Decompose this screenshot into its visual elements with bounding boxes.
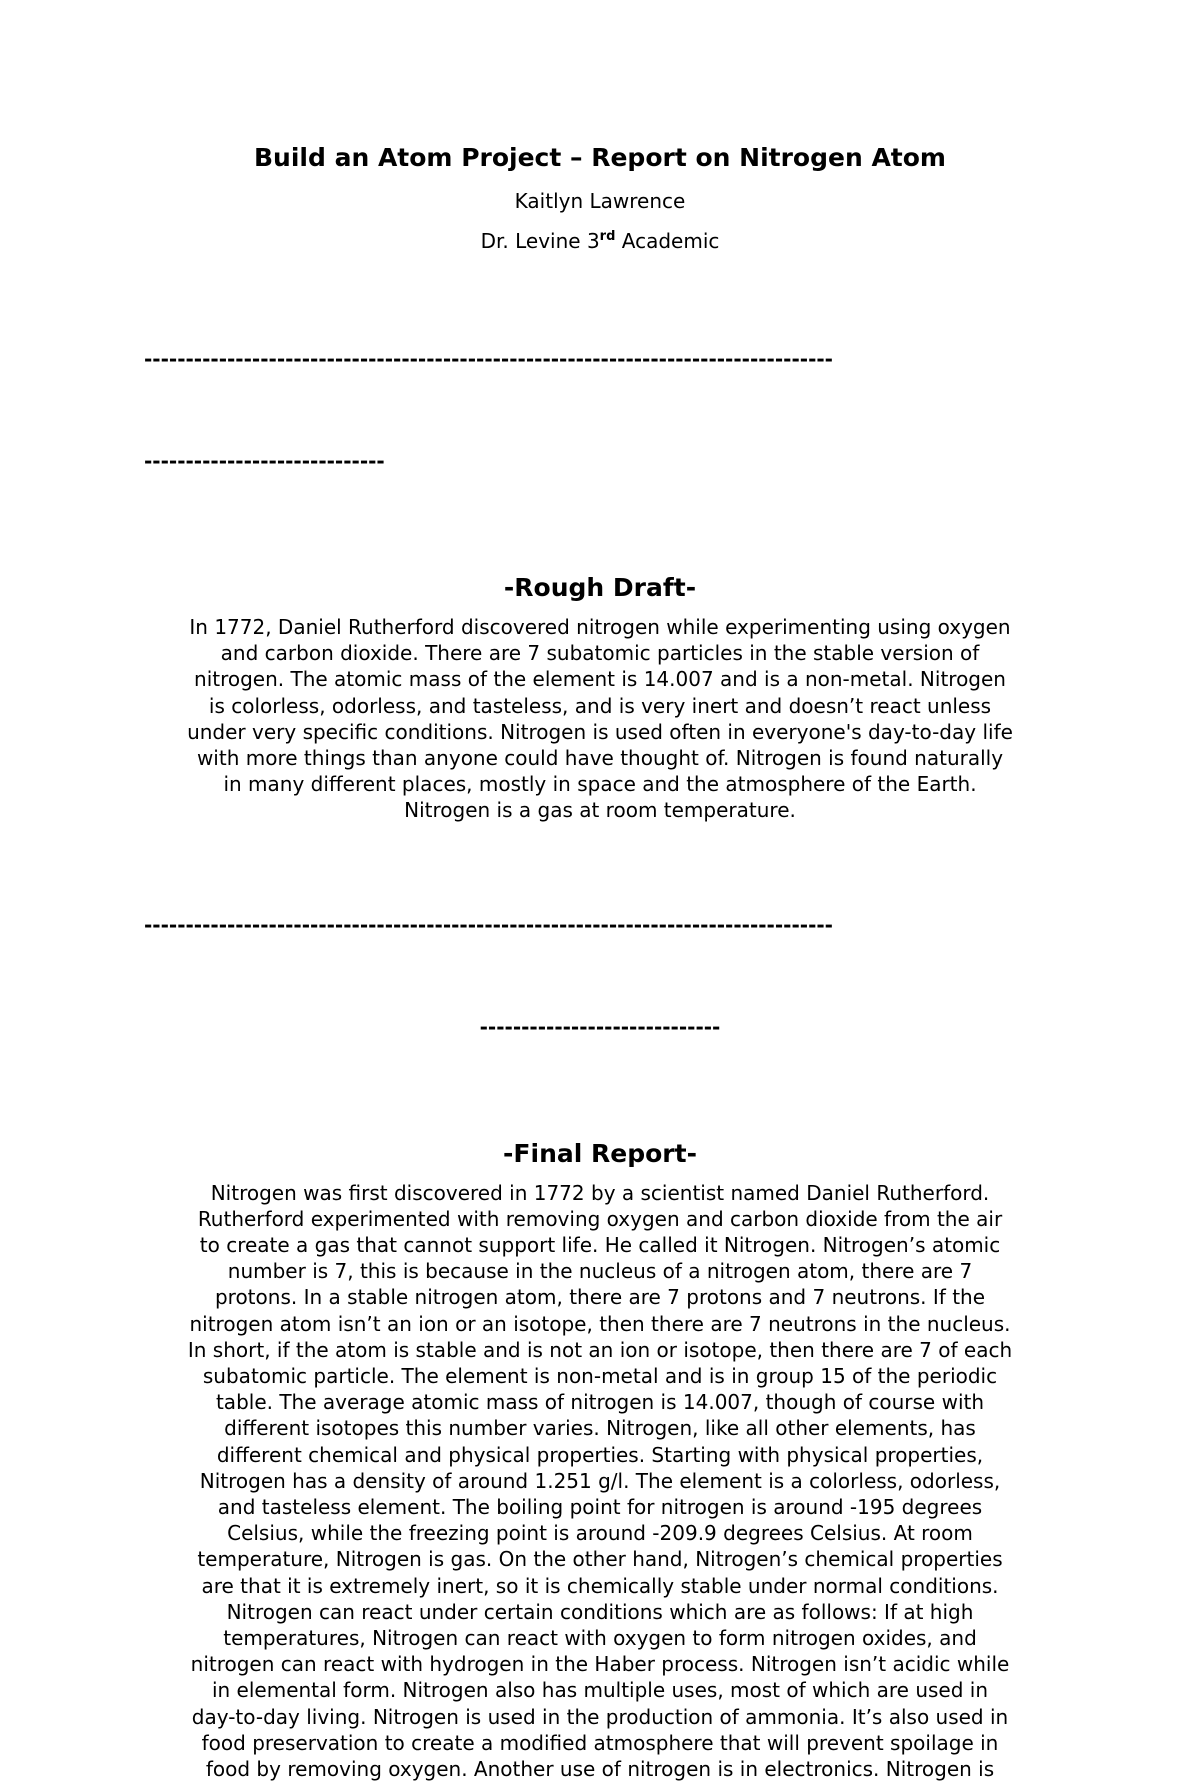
text-line: in elemental form. Nitrogen also has multiple uses, most of which are used in [211, 1678, 989, 1703]
text-line: table. The average atomic mass of nitrogen is 14.007, though of course with [215, 1390, 985, 1415]
text-line: Nitrogen is a gas at room temperature. [404, 798, 796, 823]
divider-line: ----------------------------- [144, 449, 385, 473]
final-report-heading: -Final Report- [503, 1138, 697, 1168]
text-line: food by removing oxygen. Another use of nitrogen is in electronics. Nitrogen is [205, 1757, 995, 1782]
document-title: Build an Atom Project – Report on Nitrogen Atom [254, 143, 946, 172]
text-line: protons. In a stable nitrogen atom, there are 7 protons and 7 neutrons. If the [214, 1285, 986, 1310]
text-line: and tasteless element. The boiling point for nitrogen is around -195 degrees [217, 1495, 983, 1520]
author-name: Kaitlyn Lawrence [514, 189, 686, 213]
text-line: with more things than anyone could have thought of. Nitrogen is found naturally [196, 746, 1004, 771]
class-superscript: rd [599, 229, 616, 244]
text-line: day-to-day living. Nitrogen is used in the production of ammonia. It’s also used in [191, 1704, 1009, 1729]
text-line: under very specific conditions. Nitrogen is used often in everyone's day-to-day life [187, 719, 1013, 744]
text-line: to create a gas that cannot support life. He called it Nitrogen. Nitrogen’s atomic [199, 1233, 1001, 1258]
text-line: subatomic particle. The element is non-metal and is in group 15 of the periodic [202, 1364, 998, 1389]
divider-line: ----------------------------- [479, 1014, 721, 1039]
class-info [144, 224, 1056, 258]
text-line: nitrogen can react with hydrogen in the Haber process. Nitrogen isn’t acidic while [190, 1652, 1010, 1677]
divider-line: ----------------------------------------------------------------------------------- [144, 912, 833, 937]
text-line: In 1772, Daniel Rutherford discovered nitrogen while experimenting using oxygen [189, 615, 1011, 639]
text-line: and carbon dioxide. There are 7 subatomic particles in the stable version of [220, 641, 980, 666]
text-line: in many different places, mostly in space and the atmosphere of the Earth. [223, 772, 977, 797]
text-line: In short, if the atom is stable and is not an ion or isotope, then there are 7 of each [187, 1337, 1013, 1362]
section-divider-2 [144, 840, 1056, 1112]
text-line: temperature, Nitrogen is gas. On the other hand, Nitrogen’s chemical properties [197, 1547, 1003, 1572]
text-line: nitrogen. The atomic mass of the element is 14.007 and is a non-metal. Nitrogen [194, 667, 1006, 692]
text-line: different isotopes this number varies. Nitrogen, like all other elements, has [224, 1416, 976, 1441]
class-suffix: Academic [615, 229, 720, 253]
text-line: temperatures, Nitrogen can react with oxygen to form nitrogen oxides, and [223, 1626, 977, 1651]
text-line: Rutherford experimented with removing oxygen and carbon dioxide from the air [197, 1206, 1003, 1231]
text-line: different chemical and physical properties. Starting with physical properties, [216, 1442, 984, 1467]
text-line: nitrogen atom isn’t an ion or an isotope, then there are 7 neutrons in the nucleus. [189, 1311, 1011, 1336]
divider-line: ----------------------------------------------------------------------------------- [144, 347, 833, 371]
document-page [144, 138, 1056, 1782]
text-line: Celsius, while the freezing point is around -209.9 degrees Celsius. At room [227, 1521, 973, 1546]
text-line: Nitrogen can react under certain conditions which are as follows: If at high [226, 1599, 974, 1624]
text-line: food preservation to create a modified atmosphere that will prevent spoilage in [201, 1730, 999, 1755]
class-prefix: Dr. Levine 3 [480, 229, 600, 253]
text-line: number is 7, this is because in the nucleus of a nitrogen atom, there are 7 [227, 1259, 973, 1284]
text-line: are that it is extremely inert, so it is chemically stable under normal conditions. [201, 1573, 999, 1598]
final-report-paragraph [144, 1180, 1056, 1782]
text-line: is colorless, odorless, and tasteless, and is very inert and doesn’t react unless [208, 693, 992, 718]
section-divider-1 [144, 274, 1056, 546]
text-line: Nitrogen has a density of around 1.251 g/l. The element is a colorless, odorless, [199, 1468, 1001, 1493]
rough-draft-heading: -Rough Draft- [503, 573, 697, 602]
text-line: Nitrogen was first discovered in 1772 by a scientist named Daniel Rutherford. [210, 1180, 990, 1205]
rough-draft-paragraph [144, 614, 1056, 824]
